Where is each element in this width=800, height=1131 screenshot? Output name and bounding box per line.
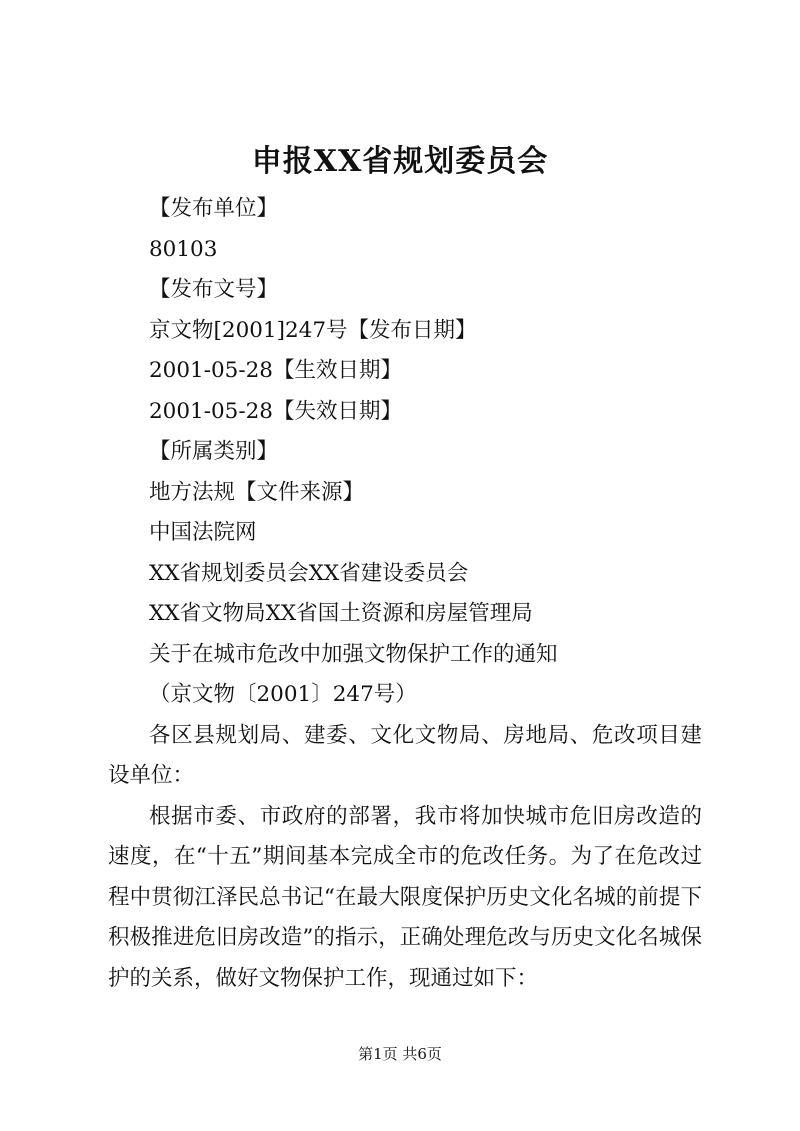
body-paragraph: 根据市委、市政府的部署，我市将加快城市危旧房改造的速度，在“十五”期间基本完成全市的危改任务。为了在危改过程中贯彻江泽民总书记“在最大限度保护历史文化名城的前提下积极推进危旧房改造”的指示，正确处理危改与历史文化名城保护的关系，做好文物保护工作，现通过如下： [108, 803, 702, 991]
notice-title: 关于在城市危改中加强文物保护工作的通知 [149, 641, 558, 667]
meta-line: 中国法院网 [149, 520, 257, 545]
meta-line: 【发布文号】 [149, 277, 279, 302]
addressee-paragraph: 各区县规划局、建委、文化文物局、房地局、危改项目建设单位： [108, 722, 702, 788]
meta-line: 80103 [149, 236, 218, 262]
meta-line: 【发布单位】 [149, 196, 279, 221]
document-body [108, 189, 702, 999]
meta-line: 地方法规【文件来源】 [149, 479, 365, 505]
notice-number: （京文物〔2001〕247号） [149, 682, 417, 707]
page-footer: 第1页 共6页 [358, 1045, 442, 1063]
meta-line: 京文物[2001]247号【发布日期】 [149, 317, 477, 343]
issuer-line: XX省规划委员会XX省建设委员会 [149, 560, 469, 586]
meta-line: 2001-05-28【生效日期】 [149, 358, 402, 383]
meta-line: 【所属类别】 [149, 439, 279, 464]
meta-line: 2001-05-28【失效日期】 [149, 398, 402, 424]
document-title: 申报XX省规划委员会 [251, 144, 549, 179]
issuer-line: XX省文物局XX省国土资源和房屋管理局 [149, 601, 533, 626]
